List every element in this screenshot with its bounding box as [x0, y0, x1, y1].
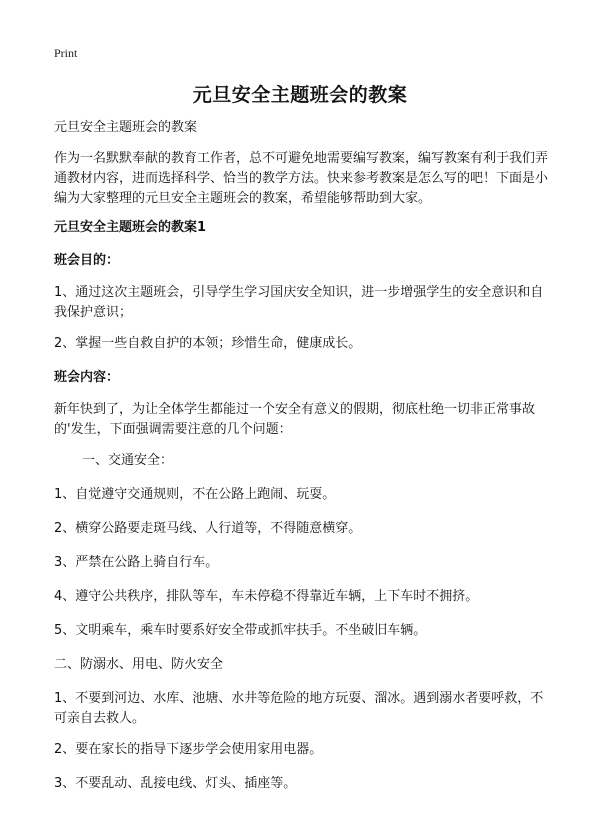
document-subtitle: 元旦安全主题班会的教案 [54, 120, 198, 135]
traffic-heading: 一、交通安全： [82, 453, 174, 468]
safety-item: 3、不要乱动、乱接电线、灯头、插座等。 [54, 776, 297, 791]
traffic-item: 5、文明乘车，乘车时要系好安全带或抓牢扶手。不坐破旧车辆。 [54, 623, 427, 638]
content-label: 班会内容： [54, 370, 120, 385]
document-body [54, 118, 554, 808]
goal-label: 班会目的： [54, 253, 120, 268]
safety-item: 1、不要到河边、水库、池塘、水井等危险的地方玩耍、溜冰。遇到溺水者要呼救，不可亲自去救人。 [54, 691, 544, 726]
goal-item: 1、通过这次主题班会，引导学生学习国庆安全知识，进一步增强学生的安全意识和自我保护意识； [54, 285, 544, 320]
print-link[interactable]: Print [54, 46, 78, 60]
section-title: 元旦安全主题班会的教案1 [54, 220, 207, 235]
intro-paragraph: 作为一名默默奉献的教育工作者，总不可避免地需要编写教案，编写教案有利于我们弄通教材内容，进而选择科学、恰当的教学方法。快来参考教案是怎么写的吧！下面是小编为大家整理的元旦安全主题班会的教案，希望能够帮助到大家。 [54, 151, 549, 206]
traffic-item: 4、遵守公共秩序，排队等车，车未停稳不得靠近车辆，上下车时不拥挤。 [54, 589, 479, 604]
safety-heading: 二、防溺水、用电、防火安全 [54, 657, 224, 672]
traffic-item: 3、严禁在公路上骑自行车。 [54, 555, 219, 570]
traffic-item: 2、横穿公路要走斑马线、人行道等，不得随意横穿。 [54, 521, 362, 536]
document-title: 元旦安全主题班会的教案 [192, 84, 408, 106]
traffic-item: 1、自觉遵守交通规则，不在公路上跑闹、玩耍。 [54, 487, 336, 502]
safety-item: 2、要在家长的指导下逐步学会使用家用电器。 [54, 742, 323, 757]
goal-item: 2、掌握一些自救自护的本领；珍惜生命，健康成长。 [54, 336, 362, 351]
content-intro: 新年快到了，为让全体学生都能过一个安全有意义的假期，彻底杜绝一切非正常事故的'发生，下面强调需要注意的几个问题： [54, 402, 536, 437]
